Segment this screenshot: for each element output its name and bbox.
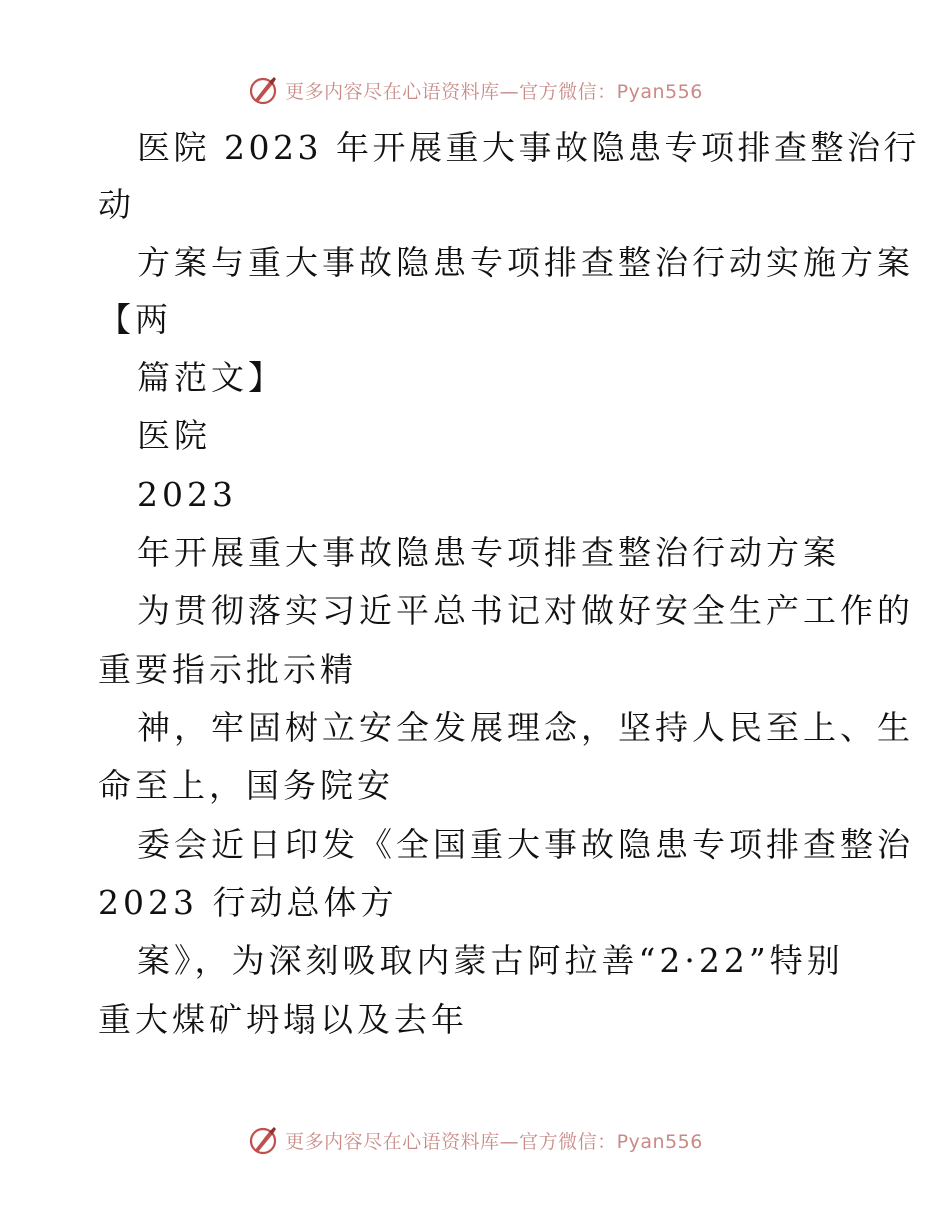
text-line: 动 xyxy=(98,185,135,224)
watermark-text: 更多内容尽在心语资料库—官方微信：Pyan556 xyxy=(285,80,703,103)
text-line: 2023 行动总体方 xyxy=(98,883,398,922)
text-line: 方案与重大事故隐患专项排查整治行动实施方案 xyxy=(137,243,914,282)
text-line: 重大煤矿坍塌以及去年 xyxy=(98,1000,468,1039)
text-line: 年开展重大事故隐患专项排查整治行动方案 xyxy=(137,533,840,572)
text-line: 神，牢固树立安全发展理念，坚持人民至上、生 xyxy=(137,708,914,747)
text-line: 2023 xyxy=(137,475,237,514)
text-line: 案》，为深刻吸取内蒙古阿拉善“2·22”特别 xyxy=(137,941,844,980)
text-line: 委会近日印发《全国重大事故隐患专项排查整治 xyxy=(137,825,914,864)
quill-logo-icon xyxy=(247,1124,279,1156)
text-line: 医院 xyxy=(137,416,211,455)
text-line: 命至上，国务院安 xyxy=(98,766,394,805)
quill-logo-icon xyxy=(247,74,279,106)
text-line: 篇范文】 xyxy=(137,358,285,397)
text-line: 重要指示批示精 xyxy=(98,650,357,689)
footer-watermark xyxy=(0,1120,950,1160)
watermark-text: 更多内容尽在心语资料库—官方微信：Pyan556 xyxy=(285,1130,703,1153)
text-line: 医院 2023 年开展重大事故隐患专项排查整治行 xyxy=(137,128,920,167)
text-line: 为贯彻落实习近平总书记对做好安全生产工作的 xyxy=(137,591,914,630)
text-line: 【两 xyxy=(98,300,172,339)
header-watermark xyxy=(0,70,950,110)
